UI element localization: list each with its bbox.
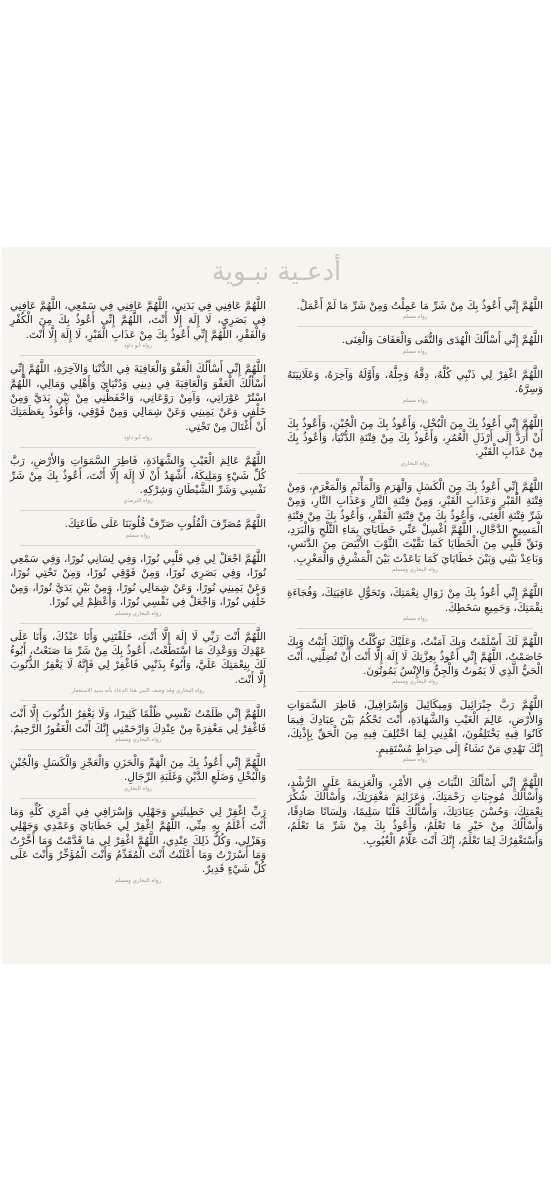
dua-text: اللَّهُمَّ عَالِمَ الْغَيْبِ وَالشَّهَادَةِ، فَاطِرَ السَّمَوَاتِ وَالأَرْضِ، رَبَّ كُلِّ شَيْءٍ وَمَلِيكَهُ، أَشْهَدُ أَنْ لَا إِلَهَ إِلَّا أَنْتَ، أَعُوذُ بِكَ مِنْ شَرِّ نَفْسِي وَشَرِّ الشَّيْطَانِ وَشِرْكِهِ. [10, 455, 266, 497]
divider [297, 769, 533, 770]
dua-source: رواه مسلم [402, 756, 428, 763]
dua-item [287, 776, 543, 848]
top-blank-area [0, 0, 553, 247]
dua-text: اللَّهُمَّ إِنِّي أَعُوذُ بِكَ مِنَ الْبُخْلِ، وَأَعُوذُ بِكَ مِنَ الْجُبْنِ، وَأَعُوذُ بِكَ أَنْ أُرَدَّ إِلَى أَرْذَلِ الْعُمُرِ، وَأَعُوذُ بِكَ مِنْ فِتْنَةِ الدُّنْيَا، وَأَعُوذُ بِكَ مِنْ عَذَابِ الْقَبْرِ. [287, 417, 543, 459]
divider [20, 749, 256, 750]
dua-item [10, 362, 266, 442]
dua-text: اللَّهُمَّ اجْعَلْ لِي فِي قَلْبِي نُورًا، وَفِي لِسَانِي نُورًا، وَفِي سَمْعِي نُورًا، وَفِي بَصَرِي نُورًا، وَمِنْ فَوْقِي نُورًا، وَمِنْ تَحْتِي نُورًا، وَعَنْ يَمِينِي نُورًا، وَعَنْ شِمَالِي نُورًا، وَمِنْ بَيْنِ يَدَيَّ نُورًا، وَمِنْ خَلْفِي نُورًا، وَاجْعَلْ فِي نَفْسِي نُورًا، وَأَعْظِمْ لِي نُورًا. [10, 552, 266, 609]
dua-item [10, 805, 266, 885]
dua-item [287, 586, 543, 623]
dua-text: اللَّهُمَّ أَنْتَ رَبِّي لَا إِلَهَ إِلَّا أَنْتَ، خَلَقْتَنِي وَأَنَا عَبْدُكَ، وَأَنَا عَلَى عَهْدِكَ وَوَعْدِكَ مَا اسْتَطَعْتُ، أَعُوذُ بِكَ مِنْ شَرِّ مَا صَنَعْتُ، أَبُوءُ لَكَ بِنِعْمَتِكَ عَلَيَّ، وَأَبُوءُ بِذَنْبِي فَاغْفِرْ لِي فَإِنَّهُ لَا يَغْفِرُ الذُّنُوبَ إِلَّا أَنْتَ. [10, 630, 266, 686]
dua-item [287, 698, 543, 764]
dua-source: رواه البخاري [400, 460, 430, 467]
divider [297, 473, 533, 474]
dua-source: رواه مسلم [402, 397, 428, 404]
dua-text: اللَّهُمَّ إِنِّي أَعُوذُ بِكَ مِنْ زَوَالِ نِعْمَتِكَ، وَتَحَوُّلِ عَافِيَتِكَ، وَفُجَاءَةِ نِقْمَتِكَ، وَجَمِيعِ سَخَطِكَ. [287, 587, 543, 614]
divider [20, 447, 256, 448]
dua-text: اللَّهُمَّ مُصَرِّفَ الْقُلُوبِ صَرِّفْ قُلُوبَنَا عَلَى طَاعَتِكَ. [64, 518, 266, 531]
dua-item [287, 299, 543, 321]
dua-source: رواه البخاري ومسلم [114, 877, 162, 884]
dua-item [10, 517, 266, 539]
dua-text: اللَّهُمَّ إِنِّي أَسْأَلُكَ الْعَفْوَ وَالْعَافِيَةَ فِي الدُّنْيَا وَالآخِرَةِ، اللَّهُمَّ إِنِّي أَسْأَلُكَ الْعَفْوَ وَالْعَافِيَةَ فِي دِينِي وَدُنْيَايَ وَأَهْلِي وَمَالِي، اللَّهُمَّ اسْتُرْ عَوْرَاتِي، وَآمِنْ رَوْعَاتِي، وَاحْفَظْنِي مِنْ بَيْنِ يَدَيَّ وَمِنْ خَلْفِي وَعَنْ يَمِينِي وَعَنْ شِمَالِي وَمِنْ فَوْقِي، وَأَعُوذُ بِعَظَمَتِكَ أَنْ أُغْتَالَ مِنْ تَحْتِي. [10, 363, 266, 433]
dua-source: رواه مسلم [402, 314, 428, 321]
dua-item [287, 333, 543, 355]
dua-item [287, 480, 543, 574]
dua-source: رواه مسلم [125, 532, 151, 539]
divider [20, 355, 256, 356]
dua-text: اللَّهُمَّ عَافِنِي فِي بَدَنِي، اللَّهُمَّ عَافِنِي فِي سَمْعِي، اللَّهُمَّ عَافِنِي فِي بَصَرِي، لَا إِلَهَ إِلَّا أَنْتَ، اللَّهُمَّ إِنِّي أَعُوذُ بِكَ مِنَ الْكُفْرِ وَالْفَقْرِ، اللَّهُمَّ إِنِّي أَعُوذُ بِكَ مِنْ عَذَابِ الْقَبْرِ، لَا إِلَهَ إِلَّا أَنْتَ. [10, 300, 266, 341]
dua-text: اللَّهُمَّ إِنِّي ظَلَمْتُ نَفْسِي ظُلْمًا كَثِيرًا، وَلَا يَغْفِرُ الذُّنُوبَ إِلَّا أَنْتَ فَاغْفِرْ لِي مَغْفِرَةً مِنْ عِنْدِكَ وَارْحَمْنِي إِنَّكَ أَنْتَ الْغَفُورُ الرَّحِيمُ. [10, 708, 266, 735]
dua-source: رواه البخاري [123, 785, 153, 792]
dua-source: رواه البخاري ومسلم [391, 679, 439, 686]
divider [297, 326, 533, 327]
divider [20, 510, 256, 511]
dua-item [10, 756, 266, 793]
dua-source: رواه الترمذي [123, 498, 153, 505]
dua-text: اللَّهُمَّ لَكَ أَسْلَمْتُ وَبِكَ آمَنْتُ، وَعَلَيْكَ تَوَكَّلْتُ وَإِلَيْكَ أَنَبْتُ وَبِكَ خَاصَمْتُ، اللَّهُمَّ إِنِّي أَعُوذُ بِعِزَّتِكَ لَا إِلَهَ إِلَّا أَنْتَ أَنْ تُضِلَّنِي، أَنْتَ الْحَيُّ الَّذِي لَا يَمُوتُ وَالْجِنُّ وَالإِنْسُ يَمُوتُونَ. [287, 636, 543, 677]
bottom-blank-area [0, 964, 553, 1200]
dua-item [287, 635, 543, 686]
divider [297, 628, 533, 629]
dua-source: رواه أبو داود [123, 435, 153, 442]
dua-source: رواه مسلم [402, 348, 428, 355]
left-column [10, 299, 266, 885]
dua-item [10, 707, 266, 744]
dua-text: اللَّهُمَّ إِنِّي أَسْأَلُكَ الثَّبَاتَ فِي الأَمْرِ، وَالْعَزِيمَةَ عَلَى الرُّشْدِ، وَأَسْأَلُكَ مُوجِبَاتِ رَحْمَتِكَ، وَعَزَائِمَ مَغْفِرَتِكَ، وَأَسْأَلُكَ شُكْرَ نِعْمَتِكَ، وَحُسْنَ عِبَادَتِكَ، وَأَسْأَلُكَ قَلْبًا سَلِيمًا، وَلِسَانًا صَادِقًا، وَأَسْأَلُكَ مِنْ خَيْرِ مَا تَعْلَمُ، وَأَعُوذُ بِكَ مِنْ شَرِّ مَا تَعْلَمُ، وَأَسْتَغْفِرُكَ لِمَا تَعْلَمُ، إِنَّكَ أَنْتَ عَلَّامُ الْغُيُوبِ. [287, 776, 543, 847]
dua-item [10, 454, 266, 505]
divider [297, 410, 533, 411]
dua-item [10, 630, 266, 696]
divider [20, 545, 256, 546]
divider [20, 623, 256, 624]
dua-source: رواه البخاري وقد وصف النبي هذا الدعاء بأنه سيد الاستغفار [71, 688, 205, 695]
dua-sheet [2, 247, 551, 964]
dua-source: رواه مسلم [402, 616, 428, 623]
divider [297, 579, 533, 580]
divider [297, 361, 533, 362]
dua-item [287, 417, 543, 468]
divider [20, 700, 256, 701]
dua-text: اللَّهُمَّ إِنِّي أَعُوذُ بِكَ مِنْ شَرِّ مَا عَمِلْتُ وَمِنْ شَرِّ مَا لَمْ أَعْمَلْ. [296, 300, 543, 312]
dua-item [10, 299, 266, 350]
dua-source: رواه أبو داود [123, 343, 153, 350]
dua-text: رَبِّ اغْفِرْ لِي خَطِيئَتِي وَجَهْلِي وَإِسْرَافِي فِي أَمْرِي كُلِّهِ وَمَا أَنْتَ أَعْلَمُ بِهِ مِنِّي، اللَّهُمَّ اغْفِرْ لِي خَطَايَايَ وَعَمْدِي وَجَهْلِي وَهَزْلِي، وَكُلُّ ذَلِكَ عِنْدِي، اللَّهُمَّ اغْفِرْ لِي مَا قَدَّمْتُ وَمَا أَخَّرْتُ وَمَا أَسْرَرْتُ وَمَا أَعْلَنْتُ أَنْتَ الْمُقَدِّمُ وَأَنْتَ الْمُؤَخِّرُ وَأَنْتَ عَلَى كُلِّ شَيْءٍ قَدِيرٌ. [10, 805, 266, 876]
right-column [287, 299, 543, 849]
dua-source: رواه البخاري ومسلم [114, 610, 162, 617]
dua-text: اللَّهُمَّ إِنِّي أَسْأَلُكَ الْهُدَى وَالتُّقَى وَالْعَفَافَ وَالْغِنَى. [341, 334, 543, 347]
dua-text: اللَّهُمَّ إِنِّي أَعُوذُ بِكَ مِنَ الْكَسَلِ وَالْهَرَمِ وَالْمَأْثَمِ وَالْمَغْرَمِ، وَمِنْ فِتْنَةِ الْقَبْرِ وَعَذَابِ الْقَبْرِ، وَمِنْ فِتْنَةِ النَّارِ وَعَذَابِ النَّارِ، وَمِنْ شَرِّ فِتْنَةِ الْغِنَى، وَأَعُوذُ بِكَ مِنْ فِتْنَةِ الْفَقْرِ، وَأَعُوذُ بِكَ مِنْ فِتْنَةِ الْمَسِيحِ الدَّجَّالِ، اللَّهُمَّ اغْسِلْ عَنِّي خَطَايَايَ بِمَاءِ الثَّلْجِ وَالْبَرَدِ، وَنَقِّ قَلْبِي مِنَ الْخَطَايَا كَمَا نَقَّيْتَ الثَّوْبَ الأَبْيَضَ مِنَ الدَّنَسِ، وَبَاعِدْ بَيْنِي وَبَيْنَ خَطَايَايَ كَمَا بَاعَدْتَ بَيْنَ الْمَشْرِقِ وَالْمَغْرِبِ. [287, 480, 543, 565]
dua-item [10, 552, 266, 618]
dua-item [287, 368, 543, 405]
dua-text: اللَّهُمَّ إِنِّي أَعُوذُ بِكَ مِنَ الْهَمِّ وَالْحَزَنِ وَالْعَجْزِ وَالْكَسَلِ وَالْجُبْنِ وَالْبُخْلِ وَضَلَعِ الدَّيْنِ وَغَلَبَةِ الرِّجَالِ. [10, 756, 266, 784]
dua-source: رواه البخاري ومسلم [391, 567, 439, 574]
dua-text: اللَّهُمَّ رَبَّ جِبْرَائِيلَ وَمِيكَائِيلَ وَإِسْرَافِيلَ، فَاطِرَ السَّمَوَاتِ وَالأَرْضِ، عَالِمَ الْغَيْبِ وَالشَّهَادَةِ، أَنْتَ تَحْكُمُ بَيْنَ عِبَادِكَ فِيمَا كَانُوا فِيهِ يَخْتَلِفُونَ، اهْدِنِي لِمَا اخْتُلِفَ فِيهِ مِنَ الْحَقِّ بِإِذْنِكَ، إِنَّكَ تَهْدِي مَنْ تَشَاءُ إِلَى صِرَاطٍ مُسْتَقِيمٍ. [287, 699, 543, 755]
page-title: أدعـية نبـوية [211, 257, 342, 287]
divider [297, 691, 533, 692]
divider [20, 798, 256, 799]
dua-text: اللَّهُمَّ اغْفِرْ لِي ذَنْبِي كُلَّهُ، دِقَّهُ وَجِلَّهُ، وَأَوَّلَهُ وَآخِرَهُ، وَعَلَانِيَتَهُ وَسِرَّهُ. [287, 368, 543, 396]
dua-source: رواه البخاري ومسلم [114, 736, 162, 743]
